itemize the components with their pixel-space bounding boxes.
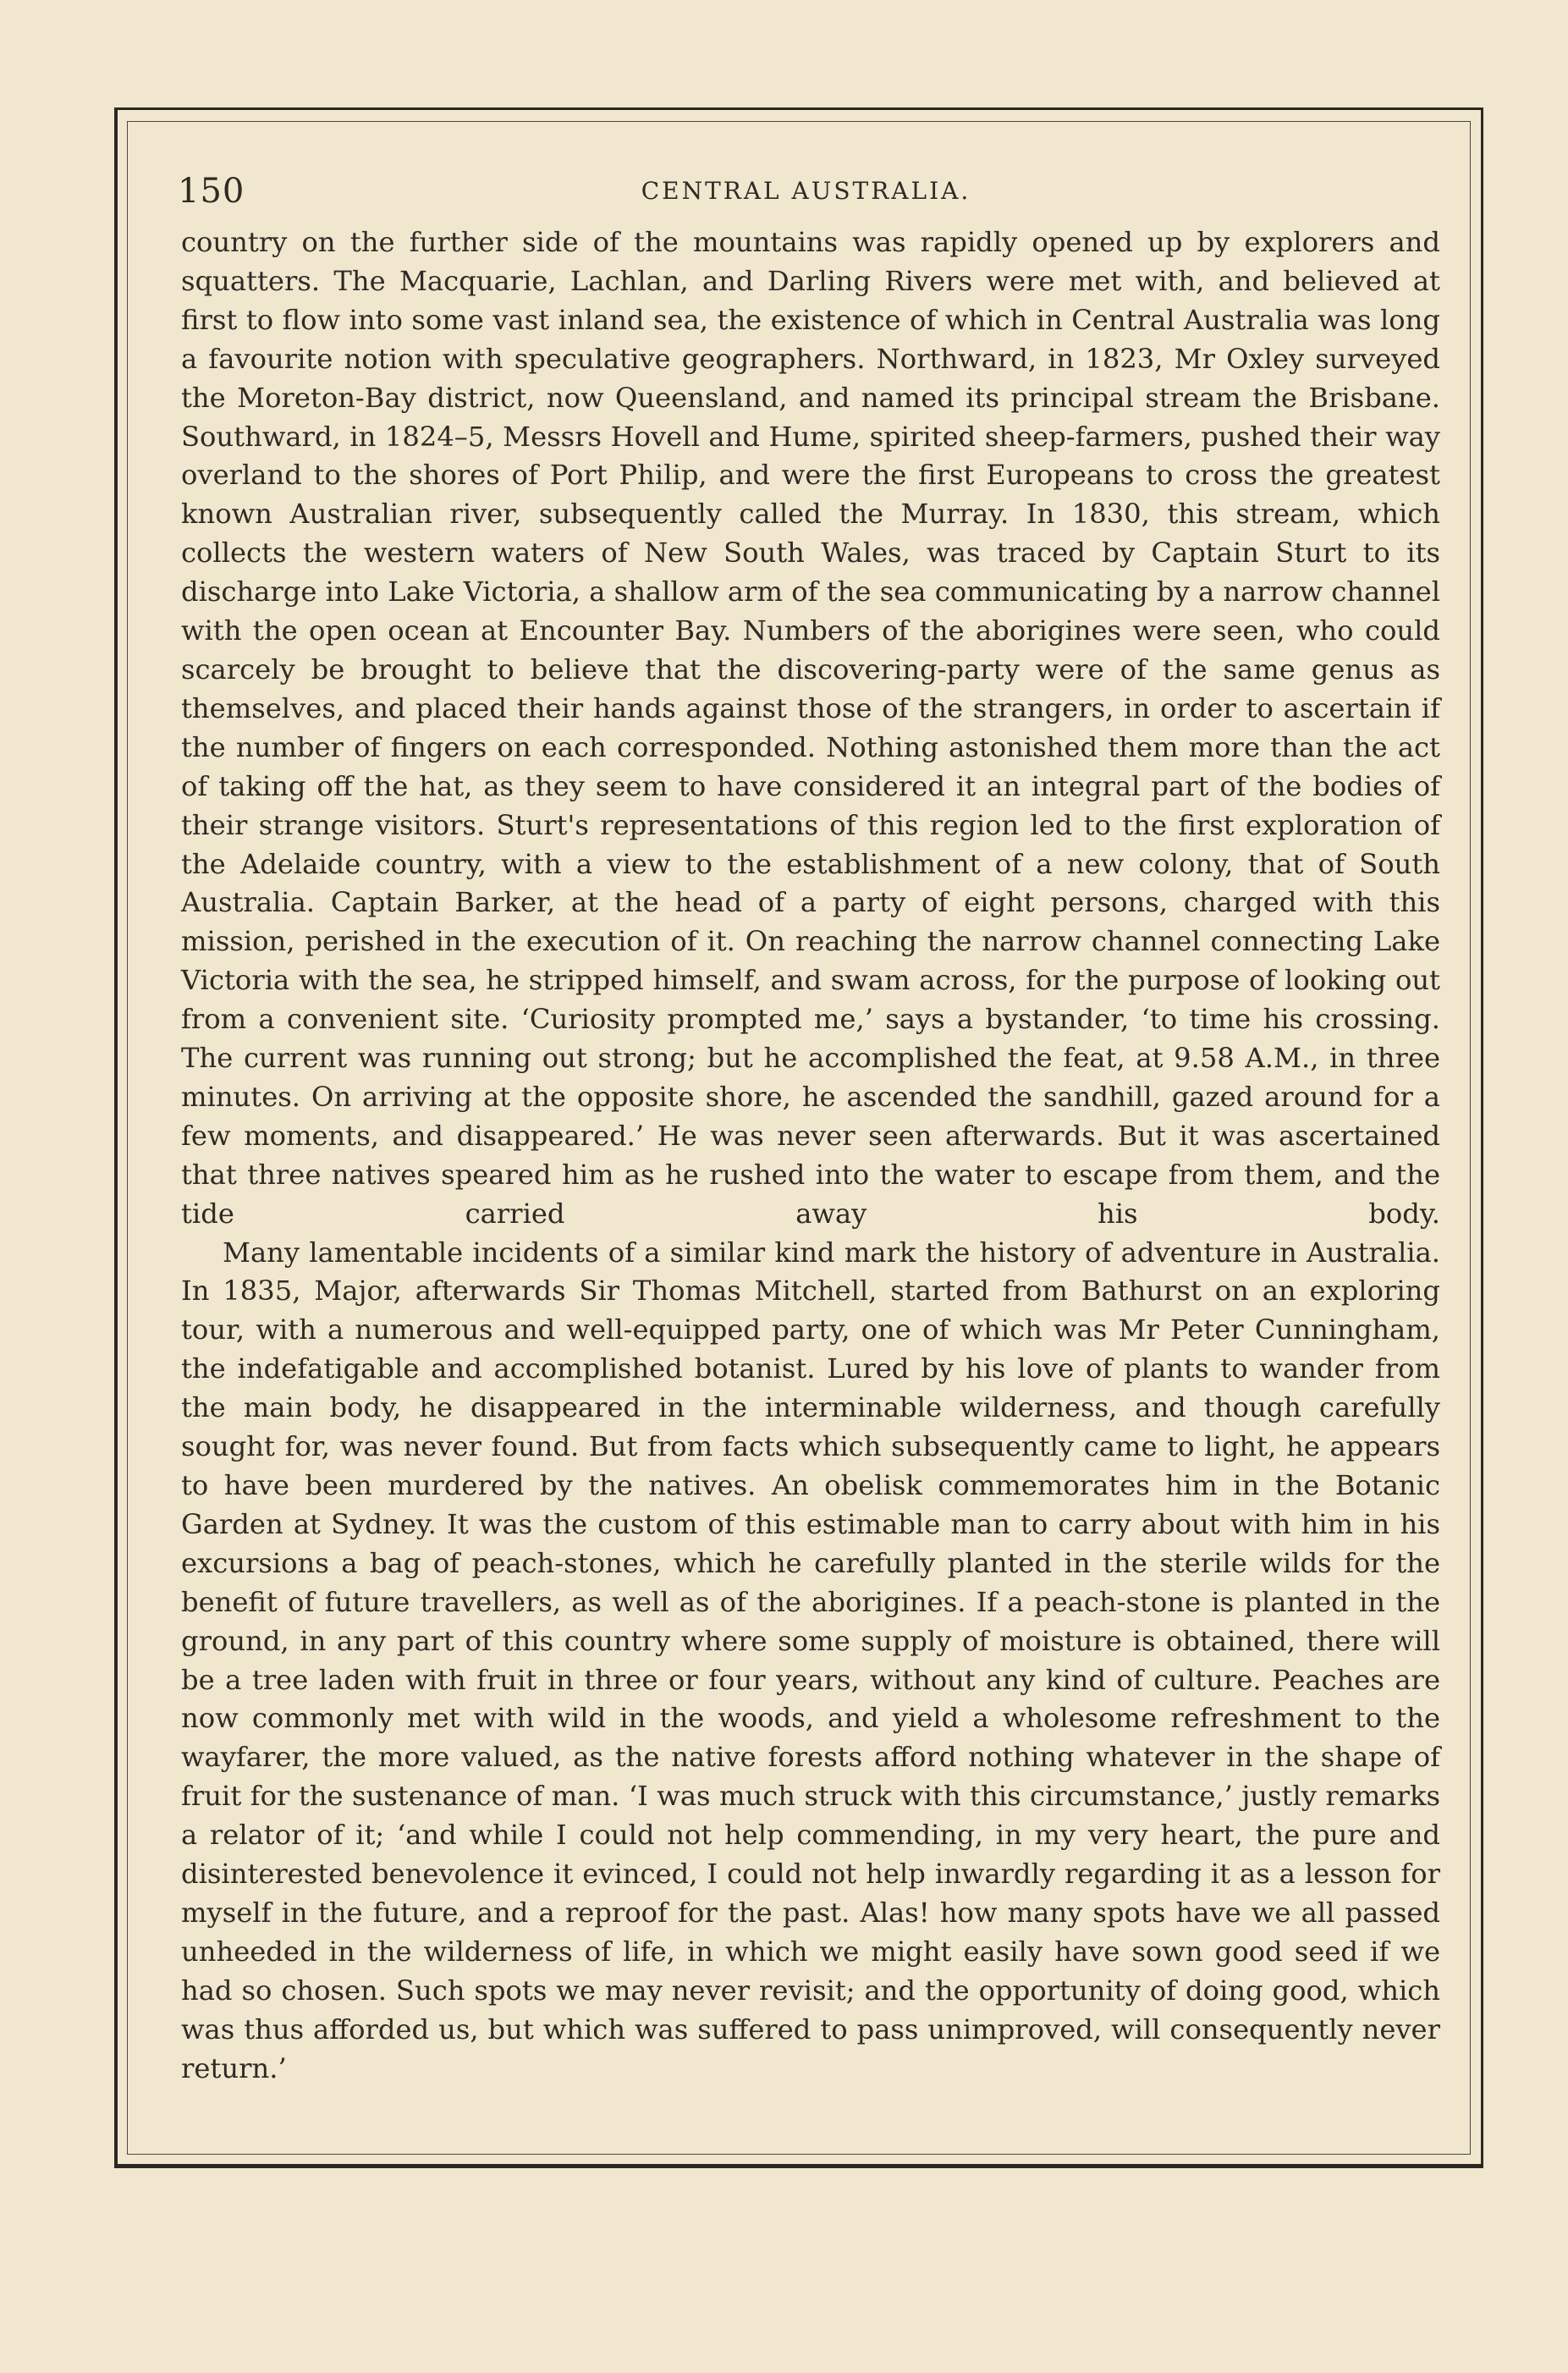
paragraph-incidents: Many lamentable incidents of a similar kind mark the history of adventure in Australia. In 1835, Major, afterwards Sir Thomas Mitchell, started from Bathurst on an exploring tour, with a numerous and well-equipped party, one of which was Mr Peter Cunningham, the indefatigable and accomplished botanist. Lured by his love of plants to wander from the main body, he disappeared in the interminable wilderness, and though carefully sought for, was never found. But from facts which subsequently came to light, he appears to have been murdered by the natives. An obelisk commemorates him in the Botanic Garden at Sydney. It was the custom of this estimable man to carry about with him in his excursions a bag of peach-stones, which he carefully planted in the sterile wilds for the benefit of future travellers, as well as of the aborigines. If a peach-stone is planted in the ground, in any part of this country where some supply of moisture is obtained, there will be a tree laden with fruit in three or four years, without any kind of culture. Peaches are now commonly met with wild in the woods, and yield a wholesome refreshment to the wayfarer, the more valued, as the native forests afford nothing whatever in the shape of fruit for the sustenance of man. ‘I was much struck with this circumstance,’ justly remarks a relator of it; ‘and while I could not help commending, in my very heart, the pure and disinterested benevolence it evinced, I could not help inwardly regarding it as a lesson for myself in the future, and a reproof for the past. Alas! how many spots have we all passed unheeded in the wilderness of life, in which we might easily have sown good seed if we had so chosen. Such spots we may never revisit; and the opportunity of doing good, which was thus afforded us, but which was suffered to pass unimproved, will consequently never return.’ — [181, 1236, 1440, 2084]
body-text — [181, 223, 1440, 2153]
page-number: 150 — [178, 172, 245, 211]
paragraph-exploration: country on the further side of the mountains was rapidly opened up by explorers and squatters. The Macquarie, Lachlan, and Darling Rivers were met with, and believed at first to flow into some vast inland sea, the existence of which in Central Australia was long a favourite notion with speculative geographers. Northward, in 1823, Mr Oxley surveyed the Moreton-Bay district, now Queensland, and named its principal stream the Brisbane. Southward, in 1824–5, Messrs Hovell and Hume, spirited sheep-farmers, pushed their way overland to the shores of Port Philip, and were the first Europeans to cross the greatest known Australian river, subsequently called the Murray. In 1830, this stream, which collects the western waters of New South Wales, was traced by Captain Sturt to its discharge into Lake Victoria, a shallow arm of the sea communicating by a narrow channel with the open ocean at Encounter Bay. Numbers of the aborigines were seen, who could scarcely be brought to believe that the discovering-party were of the same genus as themselves, and placed their hands against those of the strangers, in order to ascertain if the number of fingers on each corresponded. Nothing astonished them more than the act of taking off the hat, as they seem to have considered it an integral part of the bodies of their strange visitors. Sturt's representations of this region led to the first exploration of the Adelaide country, with a view to the establishment of a new colony, that of South Australia. Captain Barker, at the head of a party of eight persons, charged with this mission, perished in the execution of it. On reaching the narrow channel connecting Lake Victoria with the sea, he stripped himself, and swam across, for the purpose of looking out from a convenient site. ‘Curiosity prompted me,’ says a bystander, ‘to time his crossing. The current was running out strong; but he accomplished the feat, at 9.58 A.M., in three minutes. On arriving at the opposite shore, he ascended the sandhill, gazed around for a few moments, and disappeared.’ He was never seen afterwards. But it was ascertained that three natives speared him as he rushed into the water to escape from them, and the tide carried away his body. — [181, 226, 1440, 1230]
running-head — [178, 169, 1434, 213]
running-title: CENTRAL AUSTRALIA. — [641, 177, 971, 205]
